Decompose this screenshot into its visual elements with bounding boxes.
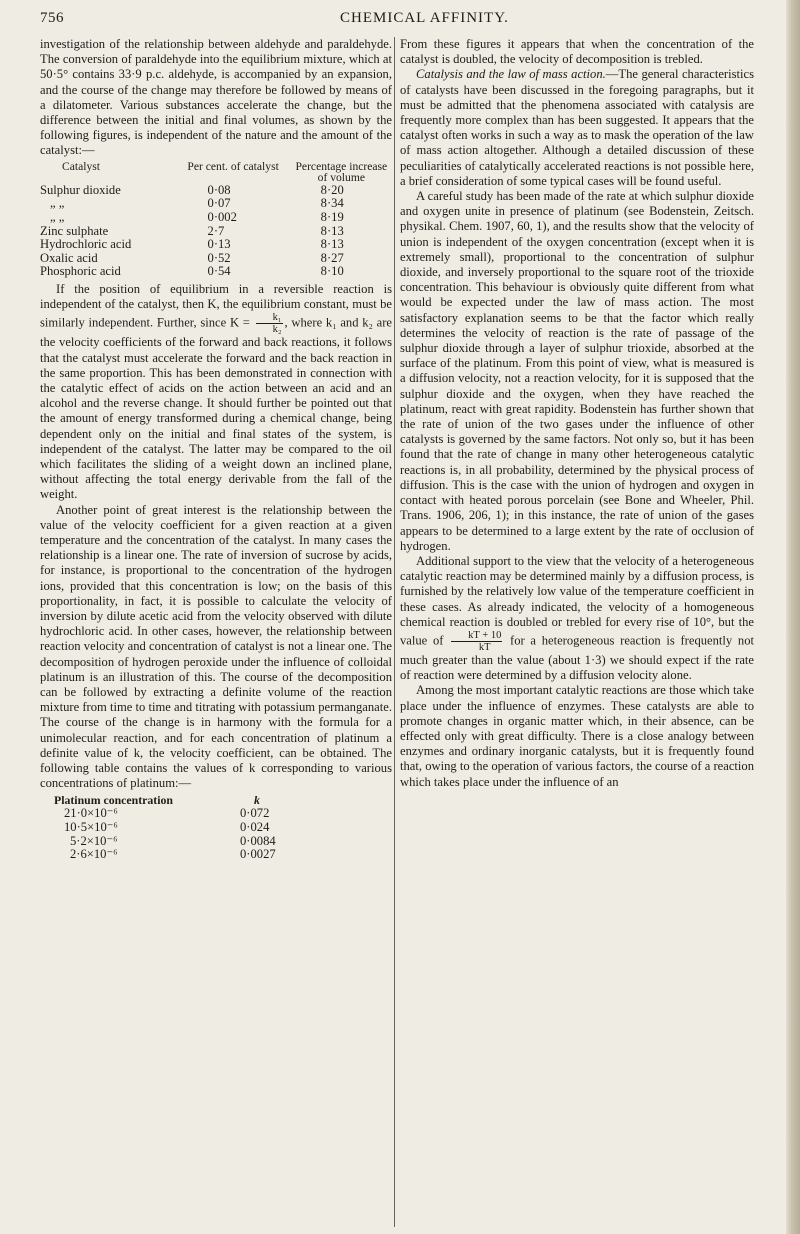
running-title: CHEMICAL AFFINITY. bbox=[340, 10, 509, 26]
catalyst-name: „ „ bbox=[50, 210, 65, 224]
formula-denominator: k₂ bbox=[272, 324, 282, 336]
k-value: 0·024 bbox=[240, 820, 270, 835]
temperature-text-a: Additional support to the view that the velocity of a heterogeneous catalytic reaction may be determined mainly by a diffusion process, is furnished by the relatively low value of the temperature coefficient in these cases. As already indicated, the velocity of a homogeneous chemical reaction is doubled or trebled for every rise of 10°, but the value of bbox=[400, 553, 754, 648]
table-row bbox=[40, 265, 392, 279]
catalyst-percent: 0·08 bbox=[207, 182, 231, 197]
catalyst-percent: 0·13 bbox=[207, 237, 231, 252]
table-row bbox=[54, 821, 320, 835]
catalyst-percent: 0·07 bbox=[207, 196, 231, 211]
table-header-row bbox=[54, 793, 320, 807]
platinum-conclusion-paragraph: From these figures it appears that when the concentration of the catalyst is doubled, the velocity of decomposition is trebled. bbox=[400, 37, 754, 67]
catalyst-name: Oxalic acid bbox=[40, 250, 98, 265]
catalyst-percent: 0·002 bbox=[207, 210, 237, 224]
table-row bbox=[40, 238, 392, 252]
platinum-concentration: 10·5×10⁻⁶ bbox=[64, 820, 118, 835]
volume-increase: 8·20 bbox=[320, 182, 344, 197]
column-header-k: k bbox=[254, 793, 260, 808]
catalyst-name: Phosphoric acid bbox=[40, 264, 121, 279]
left-column bbox=[40, 37, 392, 865]
page-edge-shadow bbox=[786, 0, 800, 1234]
column-header-volume-increase: Percentage increase of volume bbox=[295, 159, 388, 185]
table-row bbox=[40, 197, 392, 211]
column-header-catalyst: Catalyst bbox=[62, 159, 100, 173]
equilibrium-text-a: If the position of equilibrium in a reversible reaction is independent of the catalyst, then K, the equilibrium constant, must be similarly independent. Further, since K = bbox=[40, 281, 392, 330]
catalyst-table bbox=[40, 161, 392, 279]
table-row bbox=[54, 835, 320, 849]
platinum-concentration: 5·2×10⁻⁶ bbox=[70, 833, 118, 848]
catalyst-name: „ „ bbox=[50, 196, 65, 211]
formula-numerator: kT + 10 bbox=[451, 630, 502, 642]
catalyst-percent: 0·54 bbox=[207, 264, 231, 279]
volume-increase: 8·13 bbox=[320, 223, 344, 238]
catalyst-name: Sulphur dioxide bbox=[40, 182, 121, 197]
platinum-concentration: 2·6×10⁻⁶ bbox=[70, 847, 118, 862]
catalyst-percent: 0·52 bbox=[207, 250, 231, 265]
volume-increase: 8·13 bbox=[320, 237, 344, 252]
catalyst-percent: 2·7 bbox=[207, 223, 225, 238]
temperature-text-b: for a heterogeneous reaction is frequently not much greater than the value (about 1·3) we should expect if the rate of reaction were determined by a diffusion velocity alone. bbox=[400, 633, 755, 683]
temperature-formula bbox=[451, 630, 502, 653]
platinum-concentration: 21·0×10⁻⁶ bbox=[64, 806, 118, 821]
catalyst-name: Zinc sulphate bbox=[40, 223, 109, 238]
table-row bbox=[54, 848, 320, 862]
bodenstein-paragraph: A careful study has been made of the rate at which sulphur dioxide and oxygen unite in presence of platinum (see Bodenstein, Zeitsch. physikal. Chem. 1907, 60, 1), and the results show that the velocity of union is independent of the oxygen concentration (except when it is extremely small), proportional to the concentration of sulphur dioxide, and inversely proportional to the square root of the trioxide concentration. This behaviour is obviously quite different from what would be expected under the law of mass action. The most satisfactory explanation seems to be that the factor which really determines the velocity of reaction is the rate of passage of the sulphur dioxide through a layer of sulphur trioxide, absorbed at the surface of the platinum. From this point of view, what is measured is a diffusion velocity, not a reaction velocity, for it is supposed that the sulphur dioxide and the oxygen, when they have reached the platinum, react with great rapidity. Bodenstein has further shown that the rate of union of the two gases under the influence of other catalysts is governed by the same factors. Not only so, but it has been found that the rate of change in many other heterogeneous catalytic reactions is, in all probability, determined by the physical process of diffusion. This is the case with the union of hydrogen and oxygen in contact with heated porous porcelain (see Bone and Wheeler, Phil. Trans. 1906, 206, 1); in this instance, the rate of union of the gases appears to be determined to a large extent by the rate of occlusion of hydrogen. bbox=[400, 189, 754, 553]
table-row bbox=[40, 225, 392, 239]
platinum-table bbox=[54, 793, 320, 861]
k-value: 0·0084 bbox=[240, 833, 276, 848]
equilibrium-formula bbox=[256, 312, 283, 335]
formula-numerator: k₁ bbox=[256, 312, 283, 324]
right-column bbox=[400, 37, 754, 790]
concentration-paragraph: Another point of great interest is the relationship between the value of the velocity coefficient for a given reaction at a given temperature and the concentration of the catalyst. In many cases the relationship is a linear one. The rate of inversion of sucrose by acids, for instance, is proportional to the concentration of the hydrogen ions, provided that this concentration is low; on the basis of this proportionality, in fact, it is possible to calculate the velocity of inversion by dilute acetic acid from the velocity observed with dilute hydrochloric acid. In other cases, however, the relationship between reaction velocity and concentration of catalyst is not a linear one. The decomposition of hydrogen peroxide under the influence of colloidal platinum is an illustration of this. The course of the decomposition can be followed by extracting a definite volume of the reaction mixture from time to time and titrating with potassium permanganate. The course of the change is in harmony with the formula for a unimolecular reaction, and for each concentration of platinum a definite value of k, the velocity coefficient, can be obtained. The following table contains the values of k corresponding to various concentrations of platinum:— bbox=[40, 502, 392, 791]
equilibrium-text-c: k₁ and k₂ are the velocity coefficients of the forward and back reactions, it follows that the catalyst must accelerate the forward and the back reaction in the same proportion. This has been demonstrated in connection with the catalytic effect of acids on the action between an acid and an alcohol and the reverse change. It should further be pointed out that the amount of energy transformed during a chemical change, being dependent only on the initial and final states of the system, is independent of the catalyst. The latter may be compared to the oil which facilitates the sliding of a weight down an inclined plane, without affecting the total energy derivable from the fall of the weight. bbox=[40, 315, 393, 502]
table-row bbox=[40, 211, 392, 225]
table-row bbox=[40, 184, 392, 198]
catalyst-name: Hydrochloric acid bbox=[40, 237, 132, 252]
table-row bbox=[40, 252, 392, 266]
temperature-coefficient-paragraph bbox=[400, 554, 754, 683]
k-value: 0·0027 bbox=[240, 847, 276, 862]
volume-increase: 8·10 bbox=[320, 264, 344, 279]
column-header-percent-catalyst: Per cent. of catalyst bbox=[187, 159, 279, 173]
table-header-row bbox=[40, 161, 392, 184]
formula-denominator: kT bbox=[478, 641, 491, 653]
column-divider bbox=[394, 37, 395, 1227]
equilibrium-text-b: , where bbox=[284, 315, 323, 330]
volume-increase: 8·34 bbox=[320, 196, 344, 211]
running-header bbox=[40, 6, 775, 32]
enzymes-paragraph: Among the most important catalytic reactions are those which take place under the influence of enzymes. These catalysts are able to promote changes in organic matter which, in their absence, can be effected only with great difficulty. There is a close analogy between enzymes and ordinary inorganic catalysts, but it is frequently found that, owing to the operation of various factors, the course of a reaction which takes place under the influence of an bbox=[400, 683, 754, 789]
section-heading: Catalysis and the law of mass action. bbox=[416, 67, 606, 82]
intro-paragraph: investigation of the relationship between aldehyde and paraldehyde. The conversion of paraldehyde into the equilibrium mixture, which at 50·5° contains 33·9 p.c. aldehyde, is accompanied by an expansion, and the course of the change may therefore be followed by means of a dilatometer. Various substances accelerate the change, but the difference between the initial and final volumes, as shown by the following figures, is independent of the nature and the amount of the catalyst:— bbox=[40, 37, 392, 158]
table-row bbox=[54, 807, 320, 821]
equilibrium-paragraph bbox=[40, 282, 392, 503]
column-header-platinum-concentration: Platinum concentration bbox=[54, 793, 173, 808]
mass-action-paragraph bbox=[400, 67, 754, 189]
k-value: 0·072 bbox=[240, 806, 270, 821]
page-number: 756 bbox=[40, 10, 64, 26]
mass-action-text: —The general characteristics of catalysts have been discussed in the foregoing paragraphs, but it must be admitted that the phenomena associated with catalysis are frequently more complex than has been suggested. It appears that the catalyst often works in such a way as to mask the operation of the law of mass action altogether. Although a detailed discussion of these peculiarities of catalytically accelerated reactions is not possible here, a brief consideration of some typical cases will be found useful. bbox=[400, 67, 754, 188]
volume-increase: 8·19 bbox=[320, 210, 344, 224]
volume-increase: 8·27 bbox=[320, 250, 344, 265]
